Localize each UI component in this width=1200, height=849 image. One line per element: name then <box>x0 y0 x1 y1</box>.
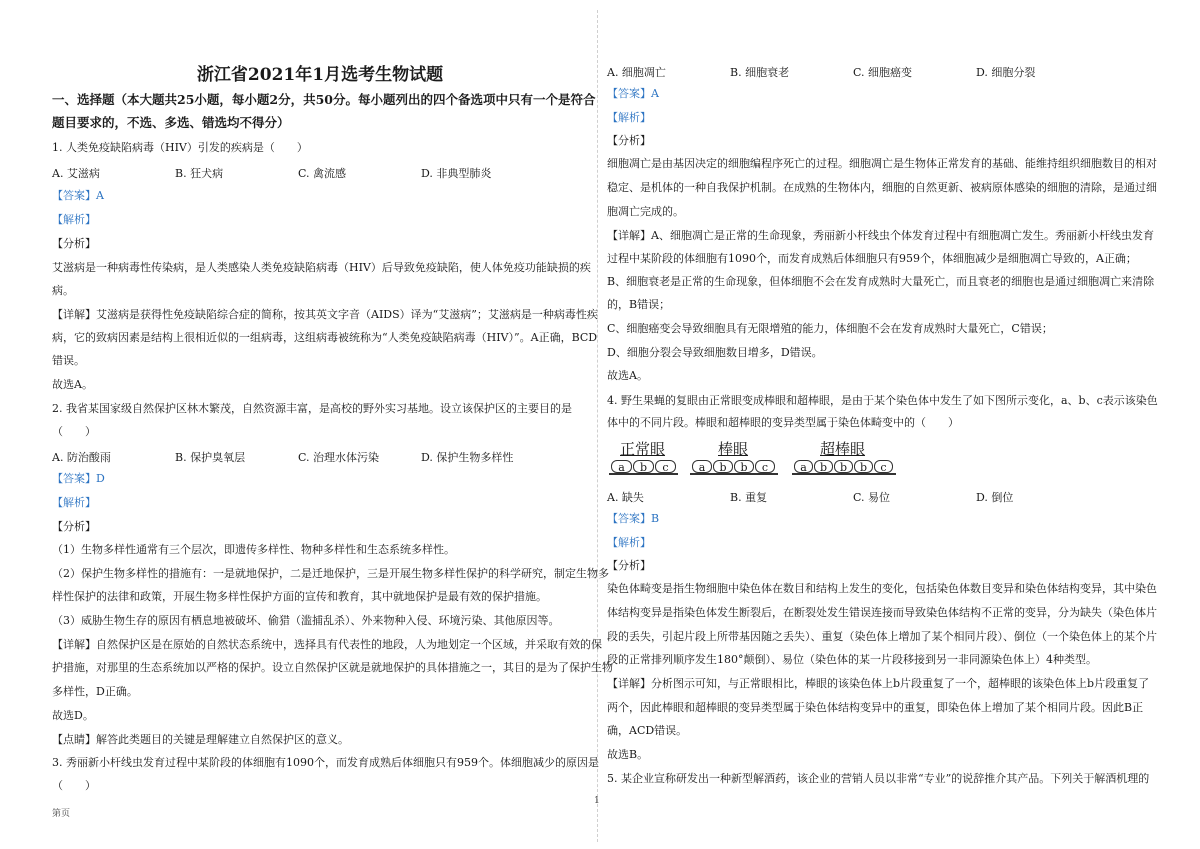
segment-b: b <box>633 460 654 473</box>
q3-stem-cont: （ ） <box>52 779 96 792</box>
q1-analysis-line: 病。 <box>52 284 74 297</box>
segment-b: b <box>854 460 873 473</box>
q2-option-c: C. 治理水体污染 <box>298 451 380 464</box>
q1-option-c: C. 禽流感 <box>298 167 347 180</box>
segment-c: c <box>874 460 893 473</box>
label-ultra-bar-eye: 超棒眼 <box>820 440 866 458</box>
segment-c: c <box>755 460 775 473</box>
page-divider <box>597 10 598 842</box>
label-bar-eye: 棒眼 <box>718 440 749 458</box>
q3-fenxi: 【分析】 <box>607 134 651 147</box>
q4-fenxi: 【分析】 <box>607 559 651 572</box>
q2-analysis-line: （1）生物多样性通常有三个层次，即遗传多样性、物种多样性和生态系统多样性。 <box>52 543 455 556</box>
q2-analysis-line: （3）威胁生物生存的原因有栖息地被破坏、偷猎（滥捕乱杀）、外来物种入侵、环境污染、其他原因等。 <box>52 614 560 627</box>
q3-option-b: B. 细胞衰老 <box>730 66 790 79</box>
q2-option-d: D. 保护生物多样性 <box>421 451 514 464</box>
segment-a: a <box>794 460 813 473</box>
q4-analysis-line: 段的丢失，引起片段上所带基因随之丢失）、重复（染色体上增加了某个相同片段）、倒位（一个染色体上的某个片 <box>607 630 1157 643</box>
q1-option-b: B. 狂犬病 <box>175 167 224 180</box>
section-heading: 一、选择题（本大题共25小题，每小题2分，共50分。每小题列出的四个备选项中只有一个是符合 <box>52 92 596 107</box>
q3-detail-line: B、细胞衰老是正常的生命现象，但体细胞不会在发育成熟时大量死亡，而且衰老的细胞也是通过细胞凋亡来清除 <box>607 275 1155 288</box>
q1-answer: 【答案】A <box>52 189 104 202</box>
q4-analysis-line: 染色体畸变是指生物细胞中染色体在数目和结构上发生的变化，包括染色体数目变异和染色体结构变异，其中染色 <box>607 582 1157 595</box>
q3-detail-line: 过程中某阶段的体细胞有1090个，而发育成熟后体细胞只有959个，体细胞减少是细胞凋亡导致的，A正确； <box>607 252 1137 265</box>
segment-b: b <box>734 460 754 473</box>
q1-detail-line: 【详解】艾滋病是获得性免疫缺陷综合症的简称，按其英文字音（AIDS）译为“艾滋病”；艾滋病是一种病毒性疾 <box>52 308 598 321</box>
q1-stem: 1. 人类免疫缺陷病毒（HIV）引发的疾病是（ ） <box>52 141 308 154</box>
chromosome-ultra-bar <box>792 460 896 475</box>
section-heading-cont: 题目要求的，不选、多选、错选均不得分） <box>52 115 290 130</box>
segment-a: a <box>611 460 632 473</box>
q2-detail-line: 护措施，对那里的生态系统加以严格的保护。设立自然保护区就是就地保护的具体措施之一，其目的是为了保护生物 <box>52 661 613 674</box>
q4-analysis-line: 体结构变异是指染色体发生断裂后，在断裂处发生错误连接而导致染色体结构不正常的变异，分为缺失（染色体片 <box>607 606 1157 619</box>
q2-detail-line: 【详解】自然保护区是在原始的自然状态系统中，选择具有代表性的地段，人为地划定一个区域，并采取有效的保 <box>52 638 602 651</box>
q2-answer: 【答案】D <box>52 472 105 485</box>
q1-analysis-line: 艾滋病是一种病毒性传染病，是人类感染人类免疫缺陷病毒（HIV）后导致免疫缺陷，使人体免疫功能缺损的疾 <box>52 261 591 274</box>
segment-b: b <box>814 460 833 473</box>
q2-analysis-line: 样性保护的法律和政策，开展生物多样性保护方面的宣传和教育，其中就地保护是最有效的保护措施。 <box>52 590 547 603</box>
q2-conclusion: 故选D。 <box>52 709 94 722</box>
q1-option-a: A. 艾滋病 <box>52 167 100 180</box>
q1-detail-line: 病，它的致病因素是结构上很相近似的一组病毒，这组病毒被统称为“人类免疫缺陷病毒（HIV）”。A正确，BCD <box>52 331 598 344</box>
chromosome-bar <box>690 460 778 475</box>
q2-detail-line: 多样性，D正确。 <box>52 685 138 698</box>
q3-answer: 【答案】A <box>607 87 659 100</box>
q3-analysis-line: 胞凋亡完成的。 <box>607 205 684 218</box>
q2-comment: 【点睛】解答此类题目的关键是理解建立自然保护区的意义。 <box>52 733 349 746</box>
footer-page-label: 第页 <box>52 809 71 819</box>
q3-detail-line: 的，B错误； <box>607 298 671 311</box>
q3-option-c: C. 细胞癌变 <box>853 66 913 79</box>
q1-detail-line: 错误。 <box>52 354 85 367</box>
footer-page-number: 1 <box>594 796 600 806</box>
segment-a: a <box>692 460 712 473</box>
segment-b: b <box>713 460 733 473</box>
q4-answer: 【答案】B <box>607 512 660 525</box>
q3-detail-line: D、细胞分裂会导致细胞数目增多，D错误。 <box>607 346 823 359</box>
q2-fenxi: 【分析】 <box>52 520 96 533</box>
q3-option-d: D. 细胞分裂 <box>976 66 1036 79</box>
q3-conclusion: 故选A。 <box>607 369 648 382</box>
q3-stem: 3. 秀丽新小杆线虫发育过程中某阶段的体细胞有1090个，而发育成熟后体细胞只有959个。体细胞减少的原因是 <box>52 756 599 769</box>
q4-option-b: B. 重复 <box>730 491 768 504</box>
q4-conclusion: 故选B。 <box>607 748 649 761</box>
q4-detail-line: 确，ACD错误。 <box>607 724 688 737</box>
q2-analysis-line: （2）保护生物多样性的措施有：一是就地保护，二是迁地保护，三是开展生物多样性保护的科学研究，制定生物多 <box>52 567 609 580</box>
q3-option-a: A. 细胞凋亡 <box>607 66 666 79</box>
chromosome-normal <box>609 460 678 475</box>
q4-analysis-line: 段的正常排列顺序发生180°颠倒）、易位（染色体的某一片段移接到另一非同源染色体上）4种类型。 <box>607 653 1097 666</box>
segment-b: b <box>834 460 853 473</box>
q3-analysis-line: 细胞凋亡是由基因决定的细胞编程序死亡的过程。细胞凋亡是生物体正常发育的基础、能维持组织细胞数目的相对 <box>607 157 1157 170</box>
q2-option-a: A. 防治酸雨 <box>52 451 111 464</box>
q4-detail-line: 【详解】分析图示可知，与正常眼相比，棒眼的该染色体上b片段重复了一个，超棒眼的该染色体上b片段重复了 <box>607 677 1150 690</box>
q3-detail-line: 【详解】A、细胞凋亡是正常的生命现象，秀丽新小杆线虫个体发育过程中有细胞凋亡发生。秀丽新小杆线虫发育 <box>607 229 1154 242</box>
q3-detail-line: C、细胞癌变会导致细胞具有无限增殖的能力，体细胞不会在发育成熟时大量死亡，C错误； <box>607 322 1053 335</box>
q4-stem-cont: 体中的不同片段。棒眼和超棒眼的变异类型属于染色体畸变中的（ ） <box>607 416 959 429</box>
q4-detail-line: 两个，因此棒眼和超棒眼的变异类型属于染色体结构变异中的重复，即染色体上增加了某个相同片段。因此B正 <box>607 701 1144 714</box>
q5-stem: 5. 某企业宣称研发出一种新型解酒药，该企业的营销人员以非常“专业”的说辞推介其产品。下列关于解酒机理的 <box>607 772 1150 785</box>
q4-option-c: C. 易位 <box>853 491 891 504</box>
q3-jiexi: 【解析】 <box>607 111 651 124</box>
q2-option-b: B. 保护臭氧层 <box>175 451 246 464</box>
q4-option-d: D. 倒位 <box>976 491 1014 504</box>
q1-fenxi: 【分析】 <box>52 237 96 250</box>
page-title: 浙江省2021年1月选考生物试题 <box>196 65 444 85</box>
q2-stem: 2. 我省某国家级自然保护区林木繁茂，自然资源丰富，是高校的野外实习基地。设立该保护区的主要目的是 <box>52 402 572 415</box>
q1-option-d: D. 非典型肺炎 <box>421 167 492 180</box>
label-normal-eye: 正常眼 <box>620 440 666 458</box>
q4-option-a: A. 缺失 <box>607 491 644 504</box>
q4-jiexi: 【解析】 <box>607 536 651 549</box>
q2-jiexi: 【解析】 <box>52 496 96 509</box>
q3-analysis-line: 稳定、是机体的一种自我保护机制。在成熟的生物体内，细胞的自然更新、被病原体感染的细胞的清除，是通过细 <box>607 181 1157 194</box>
q2-stem-cont: （ ） <box>52 425 96 438</box>
segment-c: c <box>655 460 676 473</box>
q1-conclusion: 故选A。 <box>52 378 93 391</box>
q4-stem: 4. 野生果蝇的复眼由正常眼变成棒眼和超棒眼，是由于某个染色体中发生了如下图所示变化，a、b、c表示该染色 <box>607 394 1158 407</box>
q1-jiexi: 【解析】 <box>52 213 96 226</box>
